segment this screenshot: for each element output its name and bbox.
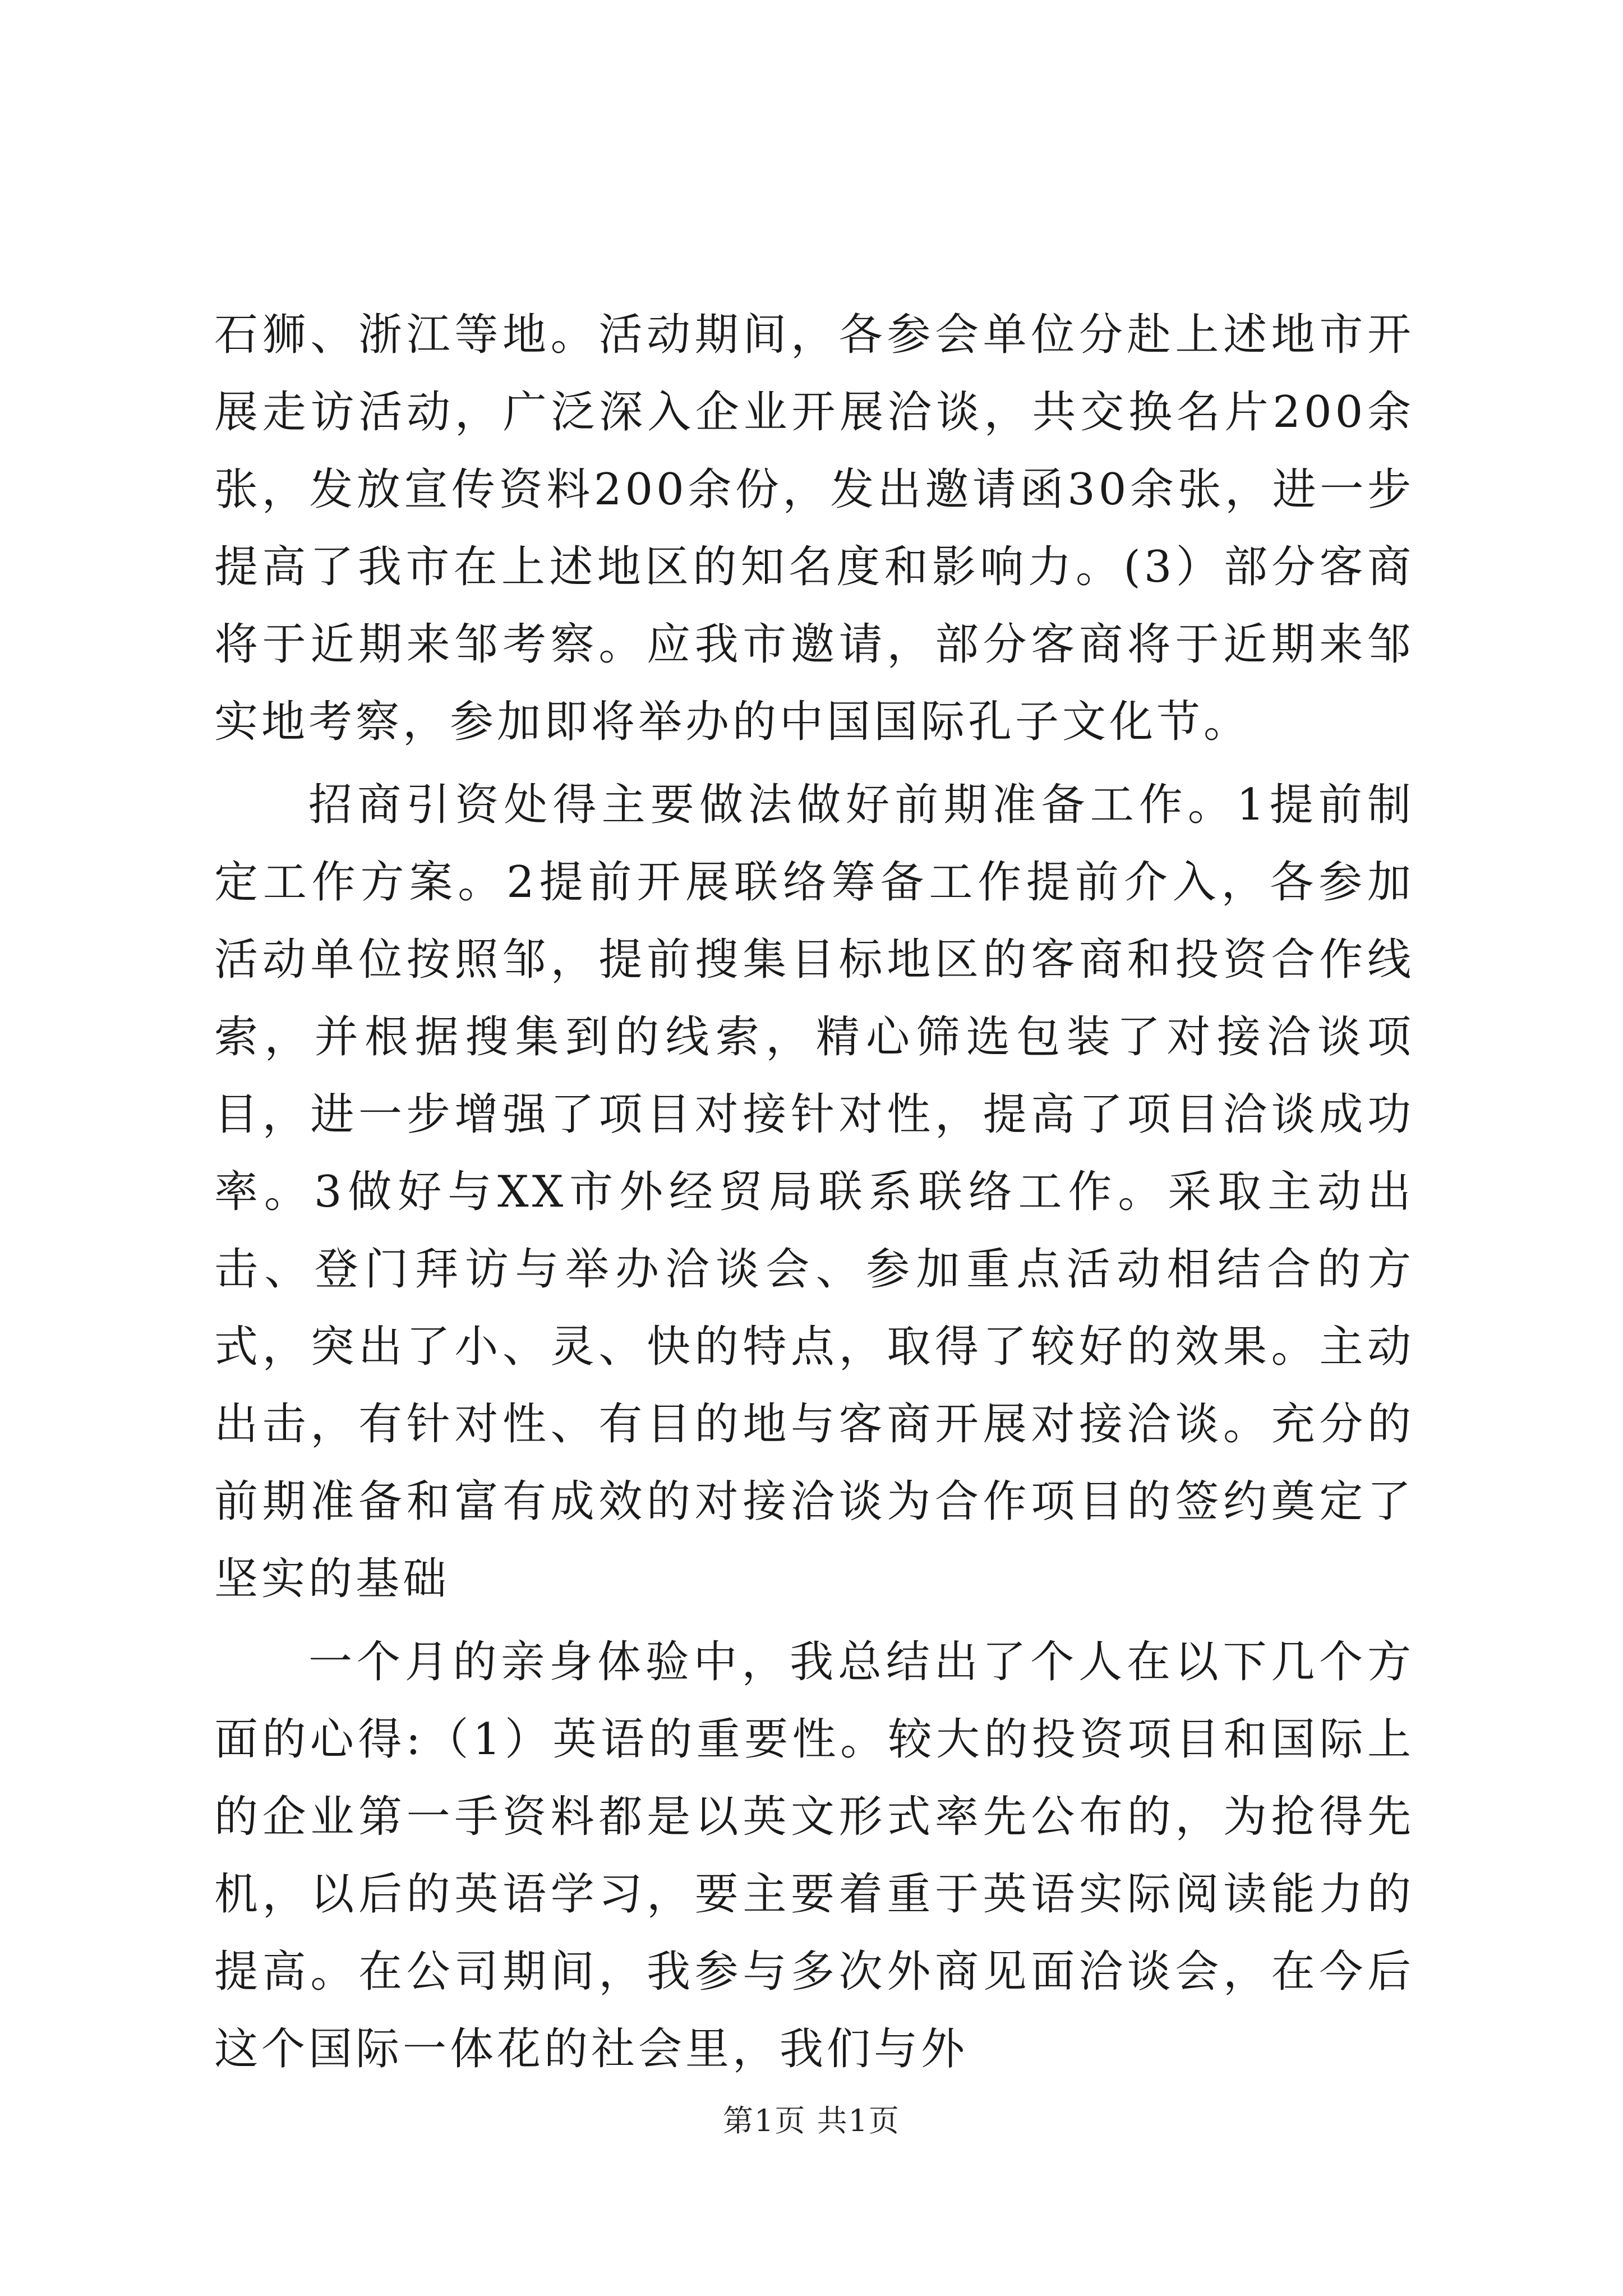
paragraph-1: 石狮、浙江等地。活动期间，各参会单位分赴上述地市开展走访活动，广泛深入企业开展洽谈，共交换名片200余张，发放宣传资料200余份，发出邀请函30余张，进一步提高了我市在上述地区的知名度和影响力。(3）部分客商将于近期来邹考察。应我市邀请，部分客商将于近期来邹实地考察，参加即将举办的中国国际孔子文化节。	[214, 310, 1414, 747]
page-footer: 第1页 共1页	[723, 2103, 900, 2138]
paragraph-3: 一个月的亲身体验中，我总结出了个人在以下几个方面的心得:（1）英语的重要性。较大的投资项目和国际上的企业第一手资料都是以英文形式率先公布的，为抢得先机，以后的英语学习，要主要着重于英语实际阅读能力的提高。在公司期间，我参与多次外商见面洽谈会，在今后这个国际一体花的社会里，我们与外	[214, 1637, 1414, 2074]
document-body	[214, 296, 1414, 2088]
paragraph-2: 招商引资处得主要做法做好前期准备工作。1提前制定工作方案。2提前开展联络筹备工作提前介入，各参加活动单位按照邹，提前搜集目标地区的客商和投资合作线索，并根据搜集到的线索，精心筛选包装了对接洽谈项目，进一步增强了项目对接针对性，提高了项目洽谈成功率。3做好与XX市外经贸局联系联络工作。采取主动出击、登门拜访与举办洽谈会、参加重点活动相结合的方式，突出了小、灵、快的特点，取得了较好的效果。主动出击，有针对性、有目的地与客商开展对接洽谈。充分的前期准备和富有成效的对接洽谈为合作项目的签约奠定了坚实的基础	[214, 780, 1414, 1604]
